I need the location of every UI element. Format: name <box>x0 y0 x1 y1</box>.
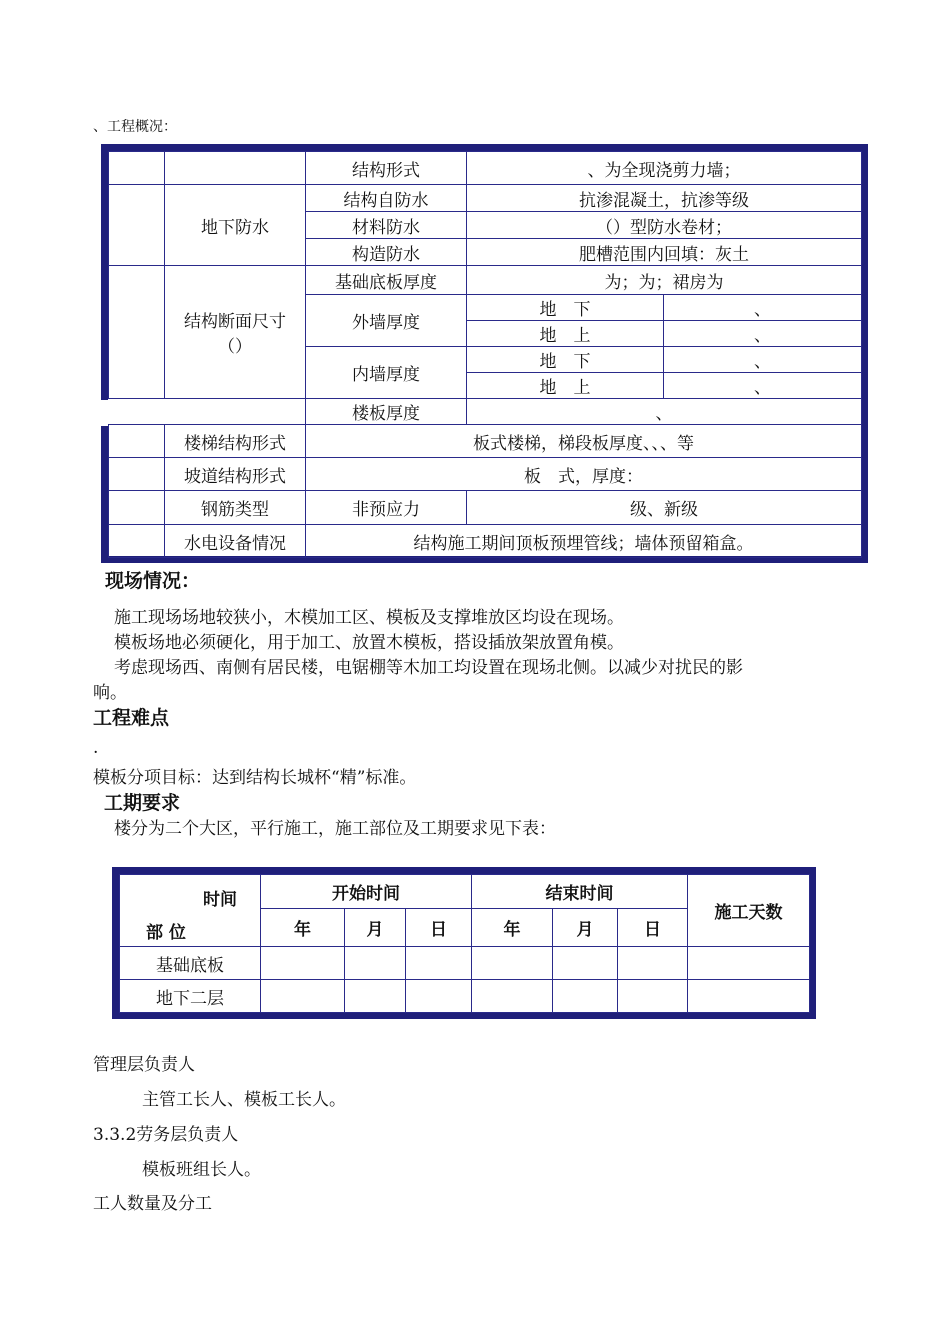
year-header: 年 <box>261 909 345 947</box>
schedule-header-row <box>120 875 810 909</box>
sub-label: 地 下 <box>467 347 664 373</box>
table-cell <box>109 152 165 185</box>
month-header: 月 <box>553 909 618 947</box>
site-line: 考虑现场西、南侧有居民楼，电锯棚等木加工均设置在现场北侧。以减少对扰民的影 <box>114 658 743 678</box>
difficulty-heading: 工程难点 <box>93 707 170 729</box>
part-label: 地下二层 <box>120 980 261 1013</box>
stair-row <box>109 425 862 458</box>
labor-heading: 3.3.2劳务层负责人 <box>93 1125 239 1145</box>
waterproof-group-label: 地下防水 <box>165 185 306 266</box>
site-line: 施工现场场地较狭小，木模加工区、模板及支撑堆放区均设在现场。 <box>114 608 624 628</box>
management-heading: 管理层负责人 <box>93 1055 195 1075</box>
item-value: 肥槽范围内回填：灰土 <box>467 239 862 266</box>
schedule-table <box>119 874 810 1013</box>
day-header: 日 <box>406 909 472 947</box>
schedule-intro: 楼分为二个大区，平行施工，施工部位及工期要求见下表： <box>114 819 556 839</box>
sub-label: 地 上 <box>467 321 664 347</box>
row-value: 级、新级 <box>467 491 862 525</box>
year-header: 年 <box>472 909 553 947</box>
sub-value: 、 <box>664 373 862 399</box>
difficulty-goal: 模板分项目标：达到结构长城杯“精”标准。 <box>93 768 417 788</box>
structure-form-row <box>109 152 862 185</box>
days-header: 施工天数 <box>688 875 810 947</box>
mep-row <box>109 525 862 558</box>
corner-time-label: 时间 <box>203 890 237 910</box>
labor-text: 模板班组长人。 <box>142 1160 261 1180</box>
floor-thickness-row <box>109 399 862 425</box>
section-size-line2: （） <box>218 337 252 357</box>
row-label: 楼梯结构形式 <box>165 425 306 458</box>
sub-value: 、 <box>664 321 862 347</box>
item-label: 结构自防水 <box>306 185 467 212</box>
site-heading: 现场情况： <box>105 570 201 592</box>
section-size-group-label <box>165 266 306 399</box>
item-label: 内墙厚度 <box>306 347 467 399</box>
row-value: 板 式，厚度： <box>306 458 862 491</box>
row-label: 坡道结构形式 <box>165 458 306 491</box>
base-thickness-row <box>109 266 862 295</box>
row-value: 板式楼梯，梯段板厚度、、、等 <box>306 425 862 458</box>
item-value: 、 <box>467 399 862 425</box>
overview-table <box>108 151 862 558</box>
item-label: 材料防水 <box>306 212 467 239</box>
item-value: 抗渗混凝土，抗渗等级 <box>467 185 862 212</box>
site-line: 响。 <box>93 683 127 703</box>
difficulty-dot: . <box>93 738 99 758</box>
day-header: 日 <box>618 909 688 947</box>
item-value: 、为全现浇剪力墙； <box>467 152 862 185</box>
part-label: 基础底板 <box>120 947 261 980</box>
row-label: 钢筋类型 <box>165 491 306 525</box>
sub-value: 、 <box>664 347 862 373</box>
sub-label: 地 上 <box>467 373 664 399</box>
item-label: 基础底板厚度 <box>306 266 467 295</box>
corner-part-label: 部 位 <box>146 923 186 943</box>
end-time-header: 结束时间 <box>472 875 688 909</box>
rebar-row <box>109 491 862 525</box>
month-header: 月 <box>345 909 406 947</box>
table-row <box>120 947 810 980</box>
sub-label: 地 下 <box>467 295 664 321</box>
item-value: （）型防水卷材； <box>467 212 862 239</box>
start-time-header: 开始时间 <box>261 875 472 909</box>
section-size-line1: 结构断面尺寸 <box>184 312 286 332</box>
item-label: 结构形式 <box>306 152 467 185</box>
item-value: 为；为；裙房为 <box>467 266 862 295</box>
table-row <box>120 980 810 1013</box>
management-text: 主管工长人、模板工长人。 <box>142 1090 346 1110</box>
ramp-row <box>109 458 862 491</box>
sub-value: 、 <box>664 295 862 321</box>
schedule-heading: 工期要求 <box>104 792 181 814</box>
workers-heading: 工人数量及分工 <box>93 1194 212 1214</box>
item-label: 非预应力 <box>306 491 467 525</box>
item-label: 外墙厚度 <box>306 295 467 347</box>
corner-cell <box>120 875 261 947</box>
item-label: 构造防水 <box>306 239 467 266</box>
site-line: 模板场地必须硬化，用于加工、放置木模板，搭设插放架放置角模。 <box>114 633 624 653</box>
table-cell <box>165 152 306 185</box>
overview-heading: 、工程概况： <box>93 119 177 135</box>
row-value: 结构施工期间顶板预埋管线；墙体预留箱盒。 <box>306 525 862 558</box>
item-label: 楼板厚度 <box>306 399 467 425</box>
row-label: 水电设备情况 <box>165 525 306 558</box>
waterproof-row <box>109 185 862 212</box>
